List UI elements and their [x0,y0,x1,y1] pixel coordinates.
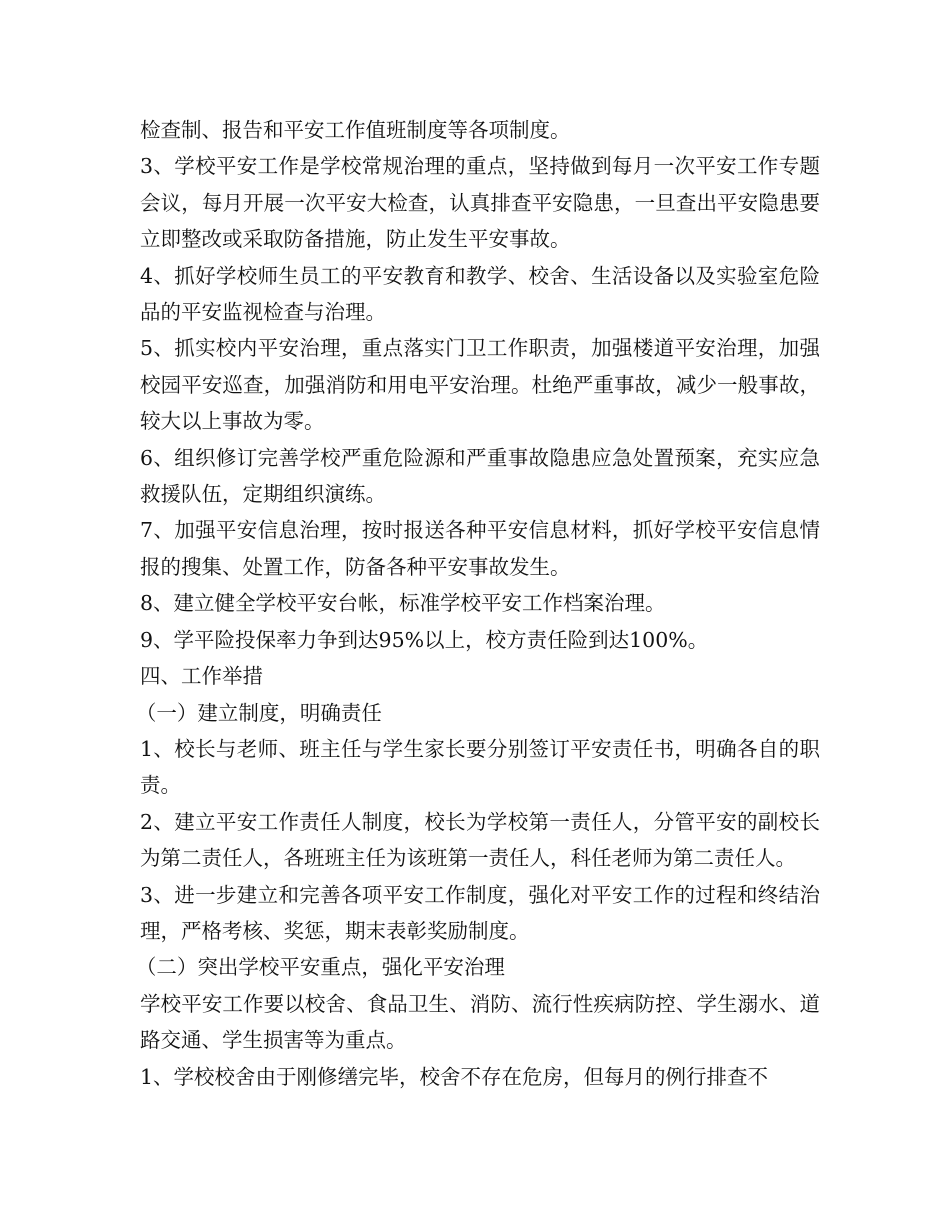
document-body [135,112,820,1095]
paragraph: 7、加强平安信息治理，按时报送各种平安信息材料，抓好学校平安信息情报的搜集、处置工作，防备各种平安事故发生。 [140,518,820,579]
paragraph: 检查制、报告和平安工作值班制度等各项制度。 [140,118,571,142]
paragraph: 3、进一步建立和完善各项平安工作制度，强化对平安工作的过程和终结治理，严格考核、奖惩，期末表彰奖励制度。 [140,882,820,943]
paragraph: 5、抓实校内平安治理，重点落实门卫工作职责，加强楼道平安治理，加强校园平安巡查，加强消防和用电平安治理。杜绝严重事故，减少一般事故，较大以上事故为零。 [140,336,820,434]
paragraph: 9、学平险投保率力争到达95%以上，校方责任险到达100%。 [140,627,709,652]
paragraph: 2、建立平安工作责任人制度，校长为学校第一责任人，分管平安的副校长为第二责任人，各班班主任为该班第一责任人，科任老师为第二责任人。 [140,809,820,871]
paragraph: 8、建立健全学校平安台帐，标准学校平安工作档案治理。 [140,591,666,616]
paragraph: 学校平安工作要以校舍、食品卫生、消防、流行性疾病防控、学生溺水、道路交通、学生损害等为重点。 [140,991,820,1053]
section-heading: 四、工作举措 [140,664,263,689]
paragraph: 4、抓好学校师生员工的平安教育和教学、校舍、生活设备以及实验室危险品的平安监视检查与治理。 [140,263,820,325]
paragraph: 6、组织修订完善学校严重危险源和严重事故隐患应急处置预案，充实应急救援队伍，定期组织演练。 [140,445,820,507]
paragraph: 1、学校校舍由于刚修缮完毕，校舍不存在危房，但每月的例行排查不 [140,1064,769,1089]
subsection-heading: （二）突出学校平安重点，强化平安治理 [135,955,505,980]
paragraph: 1、校长与老师、班主任与学生家长要分别签订平安责任书，明确各自的职责。 [140,736,820,798]
subsection-heading: （一）建立制度，明确责任 [135,700,382,725]
paragraph: 3、学校平安工作是学校常规治理的重点，坚持做到每月一次平安工作专题会议，每月开展一次平安大检查，认真排查平安隐患，一旦查出平安隐患要立即整改或采取防备措施，防止发生平安事故。 [140,154,820,252]
